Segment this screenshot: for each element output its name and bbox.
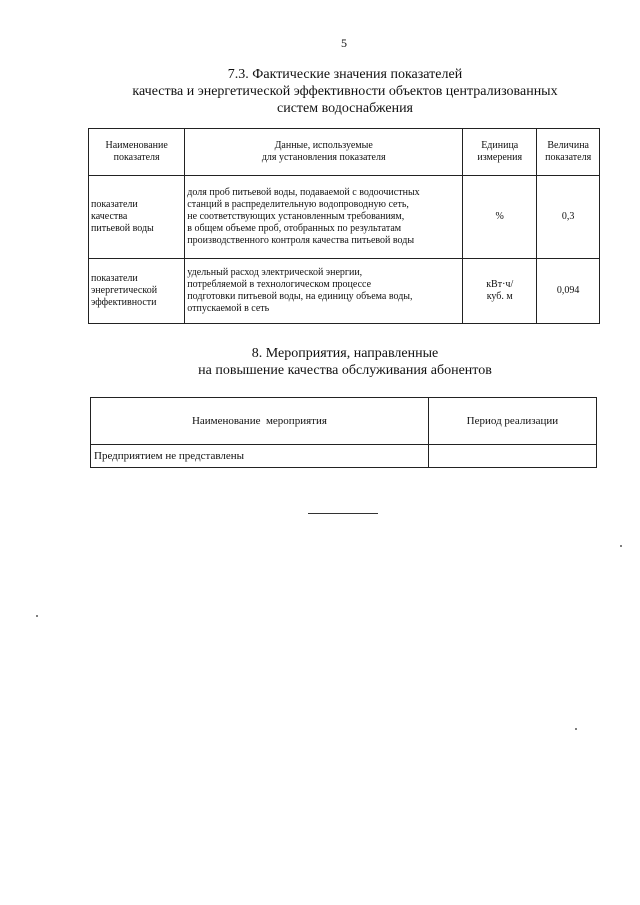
- header-measure-name: Наименование мероприятия: [91, 398, 429, 445]
- cell-line: куб. м: [486, 291, 513, 302]
- cell-line: показатели: [91, 199, 138, 210]
- header-data-line: Данные, используемые: [274, 140, 373, 151]
- cell-data: [185, 259, 463, 324]
- cell-line: потребляемой в технологическом процессе: [187, 279, 372, 290]
- section-8-title-line: 8. Мероприятия, направленные: [251, 346, 439, 361]
- section-8-title-line: на повышение качества обслуживания абонентов: [198, 363, 492, 378]
- section-7-3-title-line: качества и энергетической эффективности объектов централизованных: [132, 84, 558, 99]
- cell-line: производственного контроля качества питьевой воды: [187, 235, 415, 246]
- cell-name: [89, 259, 185, 324]
- table-row: [89, 176, 600, 259]
- cell-line: эффективности: [91, 297, 157, 308]
- header-data-line: для установления показателя: [261, 152, 386, 163]
- scan-speck: [36, 615, 38, 617]
- header-data: [185, 129, 463, 176]
- cell-line: показатели: [91, 273, 138, 284]
- cell-line: качества: [91, 211, 128, 222]
- header-value: [537, 129, 600, 176]
- table-header-row: [89, 129, 600, 176]
- section-7-3-title-line: систем водоснабжения: [276, 101, 413, 116]
- table-header-row: [91, 398, 597, 445]
- section-7-3-title-line: 7.3. Фактические значения показателей: [227, 67, 463, 82]
- cell-line: питьевой воды: [91, 223, 154, 234]
- header-value-line: Величина: [547, 140, 589, 151]
- cell-line: не соответствующих установленным требованиям,: [187, 211, 405, 222]
- header-period: Период реализации: [428, 398, 596, 445]
- header-value-line: показателя: [545, 152, 592, 163]
- header-unit-line: Единица: [481, 140, 519, 151]
- header-name-line: Наименование: [105, 140, 168, 151]
- cell-line: удельный расход электрической энергии,: [187, 267, 363, 278]
- cell-line: подготовки питьевой воды, на единицу объема воды,: [187, 291, 413, 302]
- scan-speck: [575, 728, 577, 730]
- cell-line: в общем объеме проб, отобранных по результатам: [187, 223, 402, 234]
- section-7-3-title: [60, 66, 630, 117]
- table-row: [89, 259, 600, 324]
- cell-data: [185, 176, 463, 259]
- measures-table: [90, 397, 597, 468]
- cell-value: 0,3: [537, 176, 600, 259]
- page-number: 5: [341, 36, 347, 50]
- cell-period: [428, 445, 596, 468]
- section-8-title: [60, 345, 630, 379]
- table-row: [91, 445, 597, 468]
- scan-speck: [620, 545, 622, 547]
- header-unit-line: измерения: [477, 152, 523, 163]
- cell-measure-name: Предприятием не представлены: [91, 445, 429, 468]
- cell-line: %: [495, 211, 504, 222]
- cell-line: доля проб питьевой воды, подаваемой с водоочистных: [187, 187, 420, 198]
- cell-unit: [463, 176, 537, 259]
- cell-name: [89, 176, 185, 259]
- cell-unit: [463, 259, 537, 324]
- indicators-table: [88, 128, 600, 324]
- header-unit: [463, 129, 537, 176]
- header-name-line: показателя: [113, 152, 160, 163]
- cell-line: отпускаемой в сеть: [187, 303, 270, 314]
- cell-line: энергетической: [91, 285, 158, 296]
- header-name: [89, 129, 185, 176]
- cell-value: 0,094: [537, 259, 600, 324]
- cell-line: кВт·ч/: [486, 279, 514, 290]
- closing-rule: [308, 513, 378, 514]
- cell-line: станций в распределительную водопроводную сеть,: [187, 199, 409, 210]
